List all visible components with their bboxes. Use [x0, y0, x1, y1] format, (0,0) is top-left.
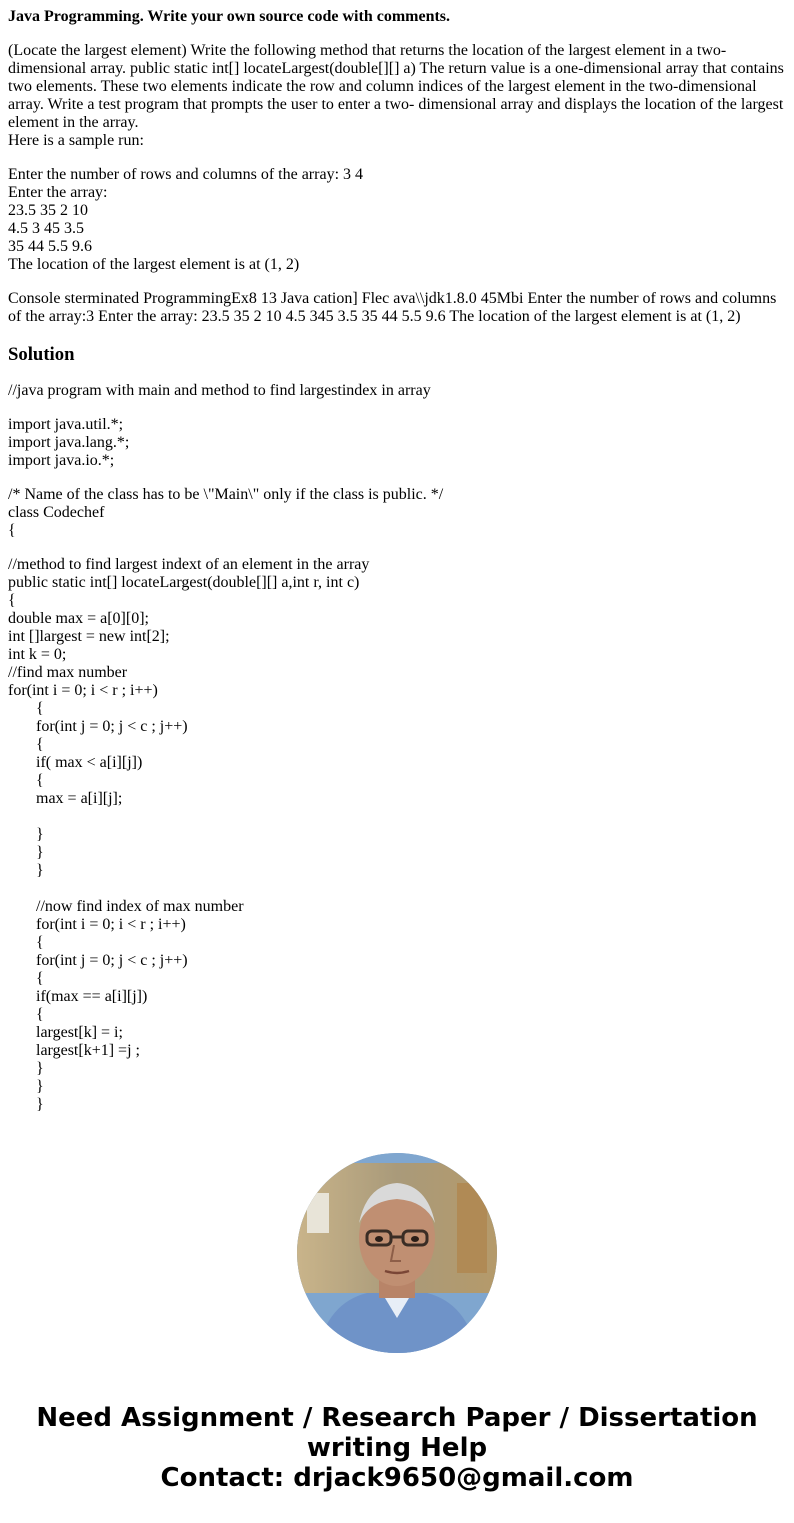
- code-line: //find max number: [8, 664, 128, 681]
- class-line: class Codechef: [8, 504, 105, 521]
- code-line: {: [36, 970, 44, 987]
- promo-banner: [0, 1403, 794, 1493]
- body-line: array. Write a test program that prompts the user to enter a two- dimensional array and displays the location of the largest: [8, 96, 784, 113]
- code-line: }: [36, 844, 44, 861]
- code-line: for(int j = 0; j < c ; j++): [36, 718, 188, 735]
- document-content: [8, 8, 786, 1114]
- class-line: {: [8, 522, 16, 539]
- author-photo: [297, 1153, 497, 1353]
- code-line: {: [36, 934, 44, 951]
- code-line: if(max == a[i][j]): [36, 988, 148, 1005]
- code-line: for(int i = 0; i < r ; i++): [8, 682, 158, 699]
- code-line: public static int[] locateLargest(double[][] a,int r, int c): [8, 574, 360, 591]
- code-line: {: [36, 772, 44, 789]
- import-line: import java.util.*;: [8, 416, 124, 433]
- body-line: dimensional array. public static int[] locateLargest(double[][] a) The return value is a one-dimensional array that contains: [8, 60, 784, 77]
- code-line: double max = a[0][0];: [8, 610, 149, 627]
- code-line: largest[k] = i;: [36, 1024, 123, 1041]
- code-line: //now find index of max number: [36, 898, 244, 915]
- code-line: int k = 0;: [8, 646, 67, 663]
- code-block: [8, 556, 786, 1114]
- code-line: {: [36, 700, 44, 717]
- code-line: largest[k+1] =j ;: [36, 1042, 140, 1059]
- sample-run-line: The location of the largest element is at (1, 2): [8, 256, 300, 273]
- question-title: Java Programming. Write your own source code with comments.: [8, 8, 451, 25]
- body-line: Here is a sample run:: [8, 132, 144, 149]
- sample-run-line: Enter the array:: [8, 184, 108, 201]
- code-line: for(int j = 0; j < c ; j++): [36, 952, 188, 969]
- code-line: }: [36, 1096, 44, 1113]
- import-line: import java.lang.*;: [8, 434, 130, 451]
- code-line: {: [36, 1006, 44, 1023]
- body-line: two elements. These two elements indicate the row and column indices of the largest element in the two-dimensional: [8, 78, 757, 95]
- code-line: for(int i = 0; i < r ; i++): [36, 916, 186, 933]
- console-line: of the array:3 Enter the array: 23.5 35 2 10 4.5 345 3.5 35 44 5.5 9.6 The location of the largest element is at (1, 2): [8, 308, 741, 325]
- promo-line-2: writing Help: [306, 1433, 488, 1463]
- solution-comment: //java program with main and method to find largestindex in array: [8, 382, 431, 399]
- sample-run-line: 4.5 3 45 3.5: [8, 220, 84, 237]
- code-line: [8, 880, 786, 898]
- sample-run-line: 23.5 35 2 10: [8, 202, 88, 219]
- body-line: (Locate the largest element) Write the following method that returns the location of the largest element in a two-: [8, 42, 727, 59]
- code-line: {: [8, 592, 16, 609]
- code-line: }: [36, 826, 44, 843]
- class-header: [8, 486, 786, 540]
- code-line: {: [36, 736, 44, 753]
- code-line: //method to find largest indext of an element in the array: [8, 556, 370, 573]
- code-line: }: [36, 1060, 44, 1077]
- promo-line-3: Contact: drjack9650@gmail.com: [160, 1463, 634, 1493]
- promo-line-1: Need Assignment / Research Paper / Dissertation: [36, 1403, 758, 1433]
- person-photo-icon: [297, 1153, 497, 1353]
- class-line: /* Name of the class has to be \"Main\" only if the class is public. */: [8, 486, 444, 503]
- code-line: int []largest = new int[2];: [8, 628, 170, 645]
- code-line: if( max < a[i][j]): [36, 754, 143, 771]
- console-line: Console sterminated ProgrammingEx8 13 Java cation] Flec ava\\jdk1.8.0 45Mbi Enter the number of rows and columns: [8, 290, 777, 307]
- question-body: [8, 42, 786, 150]
- sample-run-line: Enter the number of rows and columns of the array: 3 4: [8, 166, 364, 183]
- code-line: }: [36, 862, 44, 879]
- sample-run: [8, 166, 786, 274]
- code-line: }: [36, 1078, 44, 1095]
- code-line: [8, 808, 786, 826]
- code-line: max = a[i][j];: [36, 790, 123, 807]
- sample-run-line: 35 44 5.5 9.6: [8, 238, 92, 255]
- imports-block: [8, 416, 786, 470]
- import-line: import java.io.*;: [8, 452, 115, 469]
- solution-heading: Solution: [8, 344, 75, 365]
- body-line: element in the array.: [8, 114, 139, 131]
- console-output: [8, 290, 786, 326]
